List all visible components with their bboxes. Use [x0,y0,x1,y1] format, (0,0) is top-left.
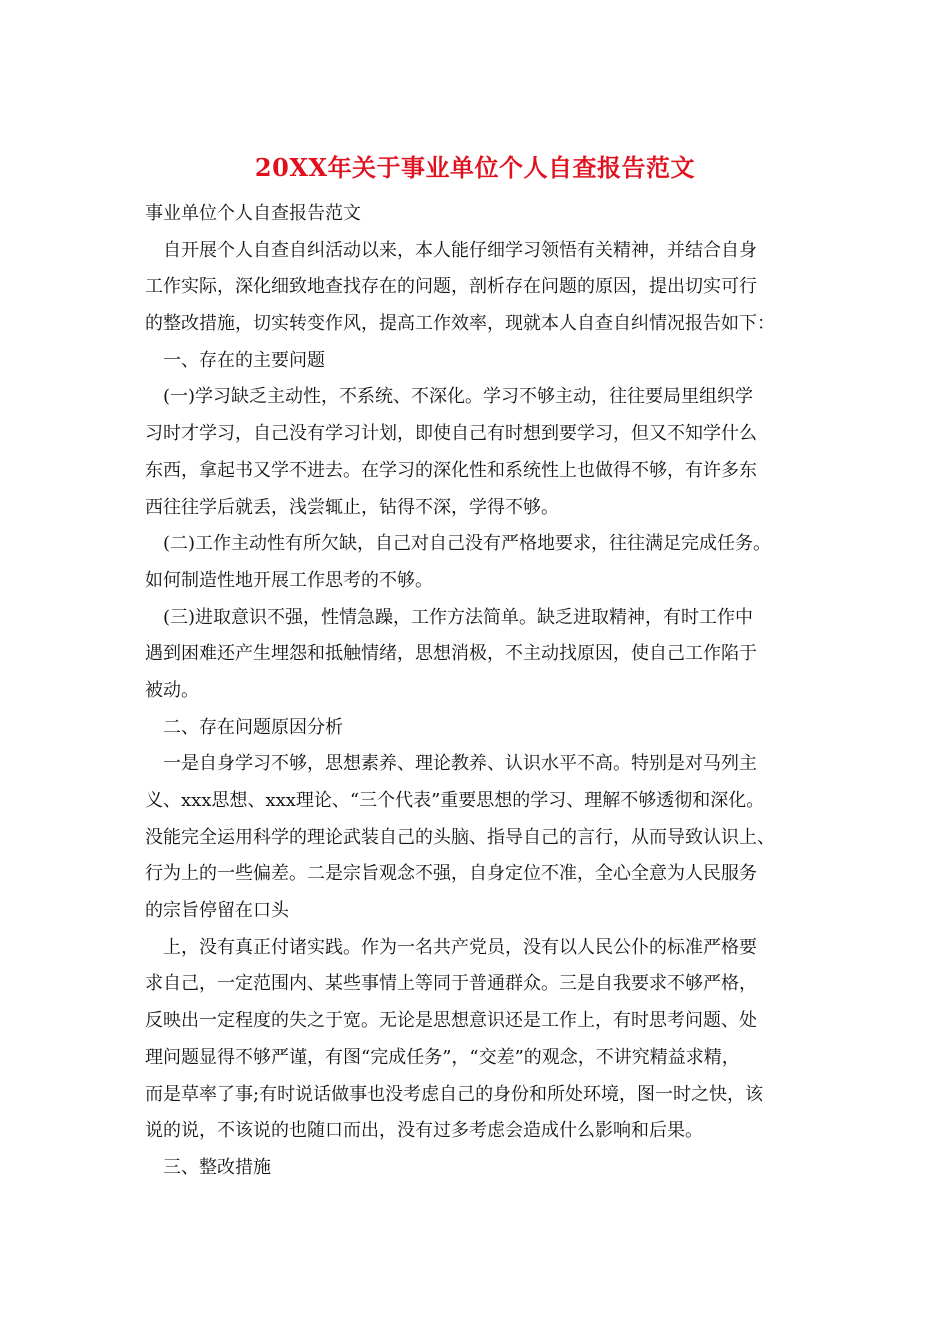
body-line: 而是草率了事;有时说话做事也没考虑自己的身份和所处环境，图一时之快，该 [145,1083,764,1105]
body-line: 上，没有真正付诸实践。作为一名共产党员，没有以人民公仆的标准严格要 [163,936,757,958]
body-line: 的宗旨停留在口头 [145,900,289,922]
body-line: 反映出一定程度的失之于宽。无论是思想意识还是工作上，有时思考问题、处 [145,1010,757,1032]
body-line: (三)进取意识不强，性情急躁，工作方法简单。缺乏进取精神，有时工作中 [163,606,754,628]
body-line: 行为上的一些偏差。二是宗旨观念不强，自身定位不准，全心全意为人民服务 [145,863,757,885]
body-line: (二)工作主动性有所欠缺，自己对自己没有严格地要求，往往满足完成任务。 [163,533,772,555]
body-line: 被动。 [145,679,199,701]
body-line: 没能完全运用科学的理论武装自己的头脑、指导自己的言行，从而导致认识上、 [145,826,775,848]
body-line: 如何制造性地开展工作思考的不够。 [145,569,433,591]
body-line: 说的说，不该说的也随口而出，没有过多考虑会造成什么影响和后果。 [145,1120,703,1142]
section-heading: 三、整改措施 [163,1156,271,1178]
body-line: 一是自身学习不够，思想素养、理论教养、认识水平不高。特别是对马列主 [163,753,757,775]
body-line: (一)学习缺乏主动性，不系统、不深化。学习不够主动，往往要局里组织学 [163,386,754,408]
body-line: 东西，拿起书又学不进去。在学习的深化性和系统性上也做得不够，有许多东 [145,459,757,481]
body-line: 习时才学习，自己没有学习计划，即使自己有时想到要学习，但又不知学什么 [145,423,757,445]
section-heading: 一、存在的主要问题 [163,349,325,371]
body-line: 事业单位个人自查报告范文 [145,203,361,224]
document-title: 20XX年关于事业单位个人自查报告范文 [254,153,696,182]
body-line: 自开展个人自查自纠活动以来，本人能仔细学习领悟有关精神，并结合自身 [163,239,757,261]
body-line: 求自己，一定范围内、某些事情上等同于普通群众。三是自我要求不够严格， [145,973,757,995]
section-heading: 二、存在问题原因分析 [163,716,343,738]
body-line: 的整改措施，切实转变作风，提高工作效率，现就本人自查自纠情况报告如下： [145,313,775,335]
body-line: 工作实际，深化细致地查找存在的问题，剖析存在问题的原因，提出切实可行 [145,276,757,298]
document-body [145,196,813,1187]
body-line: 遇到困难还产生埋怨和抵触情绪，思想消极，不主动找原因，使自己工作陷于 [145,643,757,665]
body-line: 西往往学后就丢，浅尝辄止，钻得不深，学得不够。 [145,496,559,518]
body-line: 义、xxx思想、xxx理论、“三个代表”重要思想的学习、理解不够透彻和深化。 [145,790,765,811]
body-line: 理问题显得不够严谨，有图“完成任务”，“交差”的观念，不讲究精益求精， [145,1046,740,1068]
